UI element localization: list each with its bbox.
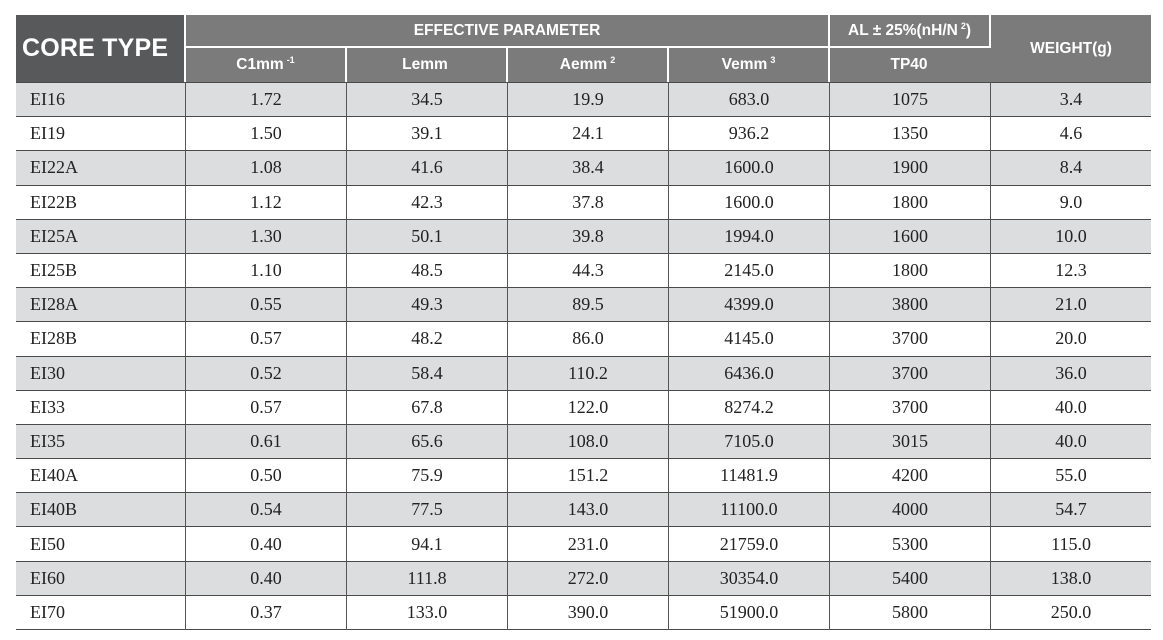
weight-cell: 55.0 bbox=[991, 459, 1151, 493]
le-cell: 67.8 bbox=[347, 391, 508, 425]
al-cell: 1075 bbox=[830, 82, 991, 117]
table-row bbox=[16, 186, 1151, 220]
core-type-cell: EI22B bbox=[16, 186, 186, 220]
weight-cell: 36.0 bbox=[991, 357, 1151, 391]
al-cell: 1800 bbox=[830, 254, 991, 288]
le-cell: 48.2 bbox=[347, 322, 508, 356]
weight-cell: 9.0 bbox=[991, 186, 1151, 220]
weight-cell: 21.0 bbox=[991, 288, 1151, 322]
core-type-cell: EI40A bbox=[16, 459, 186, 493]
column-header-label: Aemm bbox=[559, 56, 608, 73]
ae-cell: 143.0 bbox=[508, 493, 669, 527]
c1-cell: 1.50 bbox=[186, 117, 347, 151]
core-type-cell: EI50 bbox=[16, 527, 186, 561]
weight-cell: 10.0 bbox=[991, 220, 1151, 254]
ae-cell: 110.2 bbox=[508, 357, 669, 391]
table-row bbox=[16, 254, 1151, 288]
le-cell: 111.8 bbox=[347, 562, 508, 596]
ae-cell: 231.0 bbox=[508, 527, 669, 561]
c1-cell: 0.54 bbox=[186, 493, 347, 527]
ve-cell: 936.2 bbox=[669, 117, 830, 151]
c1-cell: 1.30 bbox=[186, 220, 347, 254]
ae-cell: 272.0 bbox=[508, 562, 669, 596]
le-cell: 34.5 bbox=[347, 82, 508, 117]
al-cell: 1600 bbox=[830, 220, 991, 254]
core-type-cell: EI16 bbox=[16, 82, 186, 117]
ae-cell: 151.2 bbox=[508, 459, 669, 493]
weight-cell: 20.0 bbox=[991, 322, 1151, 356]
c1-cell: 0.61 bbox=[186, 425, 347, 459]
le-cell: 77.5 bbox=[347, 493, 508, 527]
ae-cell: 44.3 bbox=[508, 254, 669, 288]
c1-cell: 0.55 bbox=[186, 288, 347, 322]
table-row bbox=[16, 425, 1151, 459]
ve-cell: 4399.0 bbox=[669, 288, 830, 322]
ae-cell: 38.4 bbox=[508, 151, 669, 185]
ve-cell: 1600.0 bbox=[669, 151, 830, 185]
c1-cell: 0.37 bbox=[186, 596, 347, 630]
core-type-cell: EI30 bbox=[16, 357, 186, 391]
weight-cell: 115.0 bbox=[991, 527, 1151, 561]
column-header-tp40 bbox=[830, 48, 991, 82]
column-header-sup: 3 bbox=[770, 55, 776, 65]
ve-cell: 7105.0 bbox=[669, 425, 830, 459]
le-cell: 94.1 bbox=[347, 527, 508, 561]
c1-cell: 1.72 bbox=[186, 82, 347, 117]
le-cell: 58.4 bbox=[347, 357, 508, 391]
weight-cell: 40.0 bbox=[991, 391, 1151, 425]
c1-cell: 1.10 bbox=[186, 254, 347, 288]
al-cell: 3700 bbox=[830, 322, 991, 356]
ae-cell: 39.8 bbox=[508, 220, 669, 254]
al-cell: 3700 bbox=[830, 391, 991, 425]
core-type-cell: EI28A bbox=[16, 288, 186, 322]
ae-cell: 390.0 bbox=[508, 596, 669, 630]
table-header bbox=[16, 15, 1151, 82]
ve-cell: 4145.0 bbox=[669, 322, 830, 356]
weight-cell: 8.4 bbox=[991, 151, 1151, 185]
core-type-cell: EI28B bbox=[16, 322, 186, 356]
ae-cell: 19.9 bbox=[508, 82, 669, 117]
le-cell: 50.1 bbox=[347, 220, 508, 254]
core-type-cell: EI22A bbox=[16, 151, 186, 185]
c1-cell: 1.08 bbox=[186, 151, 347, 185]
table-row bbox=[16, 151, 1151, 185]
weight-cell: 40.0 bbox=[991, 425, 1151, 459]
core-type-cell: EI40B bbox=[16, 493, 186, 527]
weight-cell: 250.0 bbox=[991, 596, 1151, 630]
column-header-sup: 2 bbox=[610, 55, 616, 65]
c1-cell: 0.57 bbox=[186, 322, 347, 356]
core-spec-sheet bbox=[16, 15, 1151, 630]
le-cell: 49.3 bbox=[347, 288, 508, 322]
al-cell: 5800 bbox=[830, 596, 991, 630]
column-header-label: TP40 bbox=[890, 56, 928, 73]
ve-cell: 21759.0 bbox=[669, 527, 830, 561]
c1-cell: 0.52 bbox=[186, 357, 347, 391]
al-cell: 1350 bbox=[830, 117, 991, 151]
core-type-header: CORE TYPE bbox=[16, 15, 186, 82]
al-cell: 1800 bbox=[830, 186, 991, 220]
column-header-ae bbox=[508, 48, 669, 82]
c1-cell: 0.40 bbox=[186, 527, 347, 561]
column-header-label: Lemm bbox=[402, 56, 448, 73]
al-cell: 1900 bbox=[830, 151, 991, 185]
weight-cell: 12.3 bbox=[991, 254, 1151, 288]
table-row bbox=[16, 220, 1151, 254]
weight-cell: 54.7 bbox=[991, 493, 1151, 527]
core-type-cell: EI33 bbox=[16, 391, 186, 425]
ve-cell: 11100.0 bbox=[669, 493, 830, 527]
core-type-cell: EI35 bbox=[16, 425, 186, 459]
core-type-cell: EI60 bbox=[16, 562, 186, 596]
c1-cell: 0.50 bbox=[186, 459, 347, 493]
table-row bbox=[16, 391, 1151, 425]
c1-cell: 1.12 bbox=[186, 186, 347, 220]
table-row bbox=[16, 288, 1151, 322]
column-header-le bbox=[347, 48, 508, 82]
core-spec-table bbox=[16, 15, 1151, 630]
weight-cell: 3.4 bbox=[991, 82, 1151, 117]
table-row bbox=[16, 493, 1151, 527]
ve-cell: 2145.0 bbox=[669, 254, 830, 288]
al-cell: 4200 bbox=[830, 459, 991, 493]
le-cell: 65.6 bbox=[347, 425, 508, 459]
ve-cell: 1600.0 bbox=[669, 186, 830, 220]
table-body bbox=[16, 82, 1151, 630]
ve-cell: 1994.0 bbox=[669, 220, 830, 254]
ae-cell: 86.0 bbox=[508, 322, 669, 356]
al-header-sup: 2 bbox=[960, 20, 966, 31]
ve-cell: 683.0 bbox=[669, 82, 830, 117]
le-cell: 41.6 bbox=[347, 151, 508, 185]
al-cell: 5400 bbox=[830, 562, 991, 596]
al-header bbox=[830, 15, 991, 48]
column-header-label: Vemm bbox=[721, 56, 768, 73]
column-header-c1 bbox=[186, 48, 347, 82]
al-cell: 3015 bbox=[830, 425, 991, 459]
weight-cell: 138.0 bbox=[991, 562, 1151, 596]
al-cell: 4000 bbox=[830, 493, 991, 527]
le-cell: 39.1 bbox=[347, 117, 508, 151]
al-cell: 3800 bbox=[830, 288, 991, 322]
ve-cell: 6436.0 bbox=[669, 357, 830, 391]
al-header-label: AL ± 25%(nH/N bbox=[848, 21, 958, 39]
le-cell: 42.3 bbox=[347, 186, 508, 220]
table-row bbox=[16, 459, 1151, 493]
core-type-cell: EI25B bbox=[16, 254, 186, 288]
table-row bbox=[16, 82, 1151, 117]
ae-cell: 37.8 bbox=[508, 186, 669, 220]
ae-cell: 122.0 bbox=[508, 391, 669, 425]
ae-cell: 108.0 bbox=[508, 425, 669, 459]
ae-cell: 24.1 bbox=[508, 117, 669, 151]
core-type-cell: EI25A bbox=[16, 220, 186, 254]
weight-cell: 4.6 bbox=[991, 117, 1151, 151]
ae-cell: 89.5 bbox=[508, 288, 669, 322]
column-header-sup: -1 bbox=[286, 55, 295, 65]
table-row bbox=[16, 562, 1151, 596]
le-cell: 75.9 bbox=[347, 459, 508, 493]
core-type-cell: EI19 bbox=[16, 117, 186, 151]
column-header-label: C1mm bbox=[236, 56, 284, 73]
table-row bbox=[16, 322, 1151, 356]
al-cell: 5300 bbox=[830, 527, 991, 561]
le-cell: 48.5 bbox=[347, 254, 508, 288]
ve-cell: 11481.9 bbox=[669, 459, 830, 493]
table-row bbox=[16, 117, 1151, 151]
al-cell: 3700 bbox=[830, 357, 991, 391]
c1-cell: 0.57 bbox=[186, 391, 347, 425]
table-row bbox=[16, 596, 1151, 630]
table-row bbox=[16, 357, 1151, 391]
column-header-ve bbox=[669, 48, 830, 82]
table-row bbox=[16, 527, 1151, 561]
effective-parameter-header: EFFECTIVE PARAMETER bbox=[186, 15, 830, 48]
al-header-close: ) bbox=[965, 21, 972, 39]
c1-cell: 0.40 bbox=[186, 562, 347, 596]
le-cell: 133.0 bbox=[347, 596, 508, 630]
weight-header: WEIGHT(g) bbox=[991, 15, 1151, 82]
ve-cell: 51900.0 bbox=[669, 596, 830, 630]
ve-cell: 30354.0 bbox=[669, 562, 830, 596]
core-type-cell: EI70 bbox=[16, 596, 186, 630]
ve-cell: 8274.2 bbox=[669, 391, 830, 425]
